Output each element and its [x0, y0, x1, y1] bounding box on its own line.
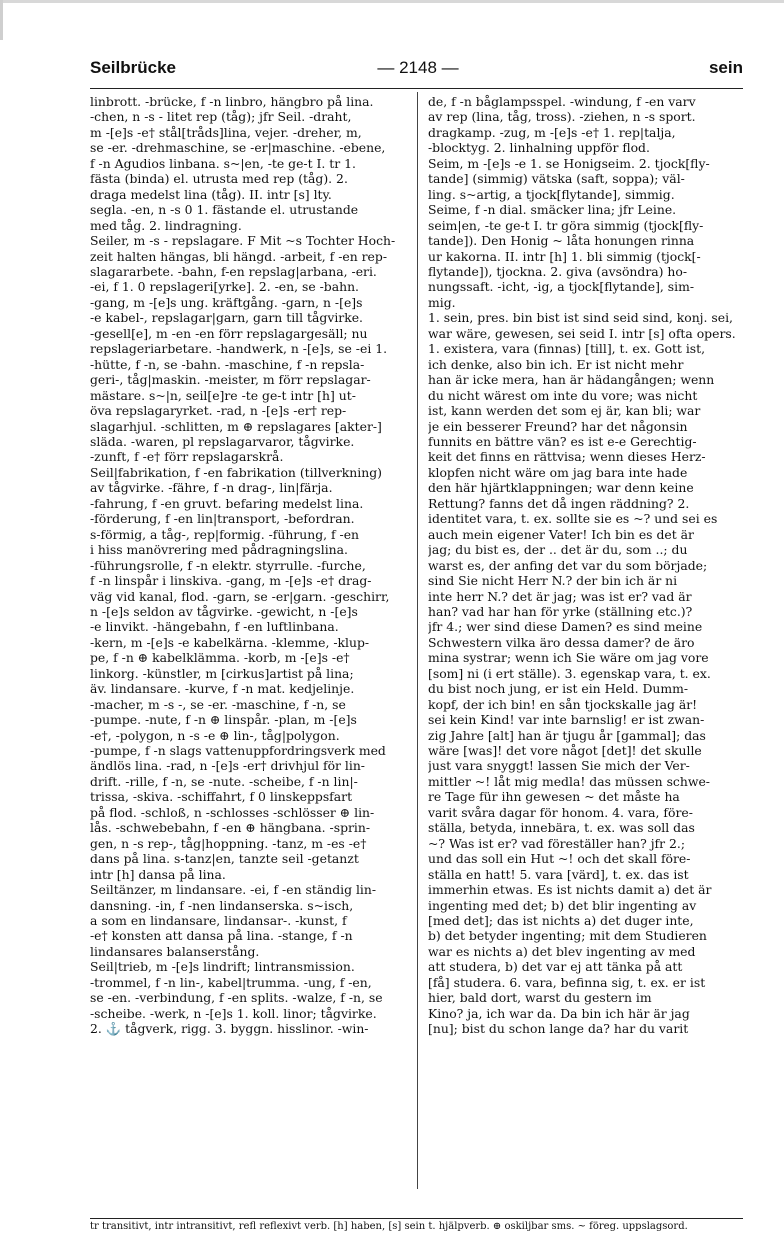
text-line: -e† konsten att dansa på lina. -stange, f -n: [90, 928, 353, 944]
text-line: ur kakorna. II. intr [h] 1. bli simmig (tjock[-: [428, 248, 701, 264]
page-header: [90, 58, 743, 88]
text-line: drift. -rille, f -n, se -nute. -scheibe, f -n lin|-: [90, 773, 358, 789]
text-line: mig.: [428, 294, 456, 310]
text-line: varit svåra dagar för honom. 4. vara, före-: [428, 804, 693, 820]
text-line: warst es, der anfing det var du som började;: [428, 557, 708, 573]
text-line: [få] studera. 6. vara, befinna sig, t. ex. er ist: [428, 974, 706, 990]
text-line: -kern, m -[e]s -e kabelkärna. -klemme, -klup-: [90, 634, 370, 650]
text-line: sei kein Kind! var inte barnslig! er ist zwan-: [428, 712, 705, 728]
text-line: slagarhjul. -schlitten, m ⊕ repslagares [akter-]: [90, 418, 382, 434]
text-line: a som en lindansare, lindansar-. -kunst, f: [90, 913, 347, 929]
text-line: segla. -en, n -s 0 1. fästande el. utrustande: [90, 202, 359, 218]
text-line: ändlös lina. -rad, n -[e]s -er† drivhjul för lin-: [90, 758, 365, 774]
right-column: [428, 94, 744, 1184]
text-line: repslageriarbetare. -handwerk, n -[e]s, se -ei 1.: [90, 341, 388, 357]
text-line: draga medelst lina (tåg). II. intr [s] lty.: [90, 186, 332, 202]
text-line: fästa (binda) el. utrusta med rep (tåg). 2.: [90, 171, 348, 187]
text-line: -zunft, f -e† förr repslagarskrå.: [90, 449, 284, 465]
text-line: ist, kann werden det som ej är, kan bli; war: [428, 403, 701, 419]
text-line: 1. existera, vara (finnas) [till], t. ex. Gott ist,: [428, 341, 706, 357]
text-line: han? vad har han för yrke (ställning etc.)?: [428, 603, 693, 619]
scan-edge-top: [0, 0, 784, 3]
text-line: -förderung, f -en lin|transport, -befordran.: [90, 511, 355, 527]
text-line: [med det]; das ist nichts a) det duger inte,: [428, 913, 694, 929]
text-line: Schwestern vilka äro dessa damer? de äro: [428, 634, 695, 650]
text-line: auch mein eigener Vater! Ich bin es det är: [428, 526, 694, 542]
text-line: -e kabel-, repslagar|garn, garn till tågvirke.: [90, 310, 363, 326]
text-line: Seim, m -[e]s -e 1. se Honigseim. 2. tjock[fly-: [428, 155, 710, 171]
text-line: tande] (simmig) vätska (saft, soppa); väl-: [428, 171, 685, 187]
text-line: trissa, -skiva. -schiffahrt, f 0 linskeppsfart: [90, 789, 353, 805]
text-line: i hiss manövrering med pådragningslina.: [90, 542, 348, 558]
text-line: -blocktyg. 2. linhalning uppför flod.: [428, 140, 650, 156]
text-line: på flod. -schloß, n -schlosses -schlösser ⊕ lin-: [90, 804, 375, 820]
text-line: zig Jahre [alt] han är tjugu år [gammal]; das: [428, 727, 706, 743]
text-line: [som] ni (i ert ställe). 3. egenskap vara, t. ex.: [428, 665, 711, 681]
text-line: -pumpe, f -n slags vattenuppfordringsverk med: [90, 743, 386, 759]
text-line: av tågvirke. -fähre, f -n drag-, lin|färja.: [90, 480, 333, 496]
text-line: jag; du bist es, der .. det är du, som ..; du: [428, 542, 688, 558]
text-line: släda. -waren, pl repslagarvaror, tågvirke.: [90, 433, 355, 449]
left-column: [90, 94, 408, 1184]
text-line: tande]). Den Honig ~ låta honungen rinna: [428, 233, 695, 249]
text-line: intr [h] dansa på lina.: [90, 866, 226, 882]
text-line: ich denke, also bin ich. Er ist nicht mehr: [428, 356, 684, 372]
text-line: -ei, f 1. 0 repslageri[yrke]. 2. -en, se -bahn.: [90, 279, 359, 295]
text-line: Seiltänzer, m lindansare. -ei, f -en ständig lin-: [90, 882, 377, 898]
text-line: dragkamp. -zug, m -[e]s -e† 1. rep|talja,: [428, 124, 676, 140]
text-line: slagararbete. -bahn, f-en repslag|arbana, -eri.: [90, 263, 377, 279]
text-line: dans på lina. s-tanz|en, tanzte seil -getanzt: [90, 851, 359, 867]
text-line: Seil|trieb, m -[e]s lindrift; lintransmission.: [90, 959, 355, 975]
text-line: ingenting med det; b) det blir ingenting av: [428, 897, 697, 913]
scan-edge-left: [0, 0, 3, 40]
text-line: immerhin etwas. Es ist nichts damit a) det är: [428, 882, 712, 898]
text-line: flytande]), tjockna. 2. giva (avsöndra) ho-: [428, 263, 688, 279]
text-line: han är icke mera, han är hädangången; wenn: [428, 372, 715, 388]
text-line: Seil|fabrikation, f -en fabrikation (tillverkning): [90, 464, 382, 480]
text-line: -pumpe. -nute, f -n ⊕ linspår. -plan, m -[e]s: [90, 712, 357, 728]
text-line: keit det finns en rättvisa; wenn dieses Herz-: [428, 449, 706, 465]
text-line: -trommel, f -n lin-, kabel|trumma. -ung, f -en,: [90, 974, 372, 990]
text-line: identitet vara, t. ex. sollte sie es ~? und sei es: [428, 511, 718, 527]
text-line: lås. -schwebebahn, f -en ⊕ hängbana. -sprin-: [90, 820, 371, 836]
abbreviation-legend: tr transitivt, intr intransitivt, refl reflexivt verb. [h] haben, [s] sein t. hjälpverb. ⊕ oskiljbar sms. ~ föreg. uppslagsord.: [90, 1221, 688, 1232]
header-rule: [90, 88, 743, 89]
text-line: mästare. s~|n, seil[e]re -te ge-t intr [h] ut-: [90, 387, 356, 403]
text-line: Rettung? fanns det då ingen räddning? 2.: [428, 495, 690, 511]
text-line: ling. s~artig, a tjock[flytande], simmig.: [428, 186, 675, 202]
text-line: med tåg. 2. lindragning.: [90, 217, 242, 233]
text-line: linkorg. -künstler, m [cirkus]artist på lina;: [90, 665, 354, 681]
text-line: geri-, tåg|maskin. -meister, m förr repslagar-: [90, 372, 371, 388]
text-line: und das soll ein Hut ~! och det skall före-: [428, 851, 691, 867]
text-line: linbrott. -brücke, f -n linbro, hängbro på lina.: [90, 94, 374, 109]
text-line: öva repslagaryrket. -rad, n -[e]s -er† rep-: [90, 403, 347, 419]
text-line: se -en. -verbindung, f -en splits. -walze, f -n, se: [90, 990, 383, 1006]
text-line: jfr 4.; wer sind diese Damen? es sind meine: [428, 619, 703, 635]
text-line: -scheibe. -werk, n -[e]s 1. koll. linor; tågvirke.: [90, 1005, 377, 1021]
text-line: ställa en hatt! 5. vara [värd], t. ex. das ist: [428, 866, 689, 882]
text-line: s-förmig, a tåg-, rep|formig. -führung, f -en: [90, 526, 360, 542]
text-line: just vara snyggt! lassen Sie mich der Ver-: [428, 758, 690, 774]
text-line: -hütte, f -n, se -bahn. -maschine, f -n repsla-: [90, 356, 365, 372]
text-line: funnits en bättre vän? es ist e-e Gerechtig-: [428, 433, 697, 449]
text-line: 1. sein, pres. bin bist ist sind seid sind, konj. sei,: [428, 310, 733, 326]
text-line: n -[e]s seldon av tågvirke. -gewicht, n -[e]s: [90, 603, 358, 619]
text-line: [nu]; bist du schon lange da? har du varit: [428, 1021, 689, 1037]
text-line: wäre [was]! det vore något [det]! det skulle: [428, 743, 702, 759]
text-line: kopf, der ich bin! en sån tjockskalle jag är!: [428, 696, 698, 712]
text-line: seim|en, -te ge-t I. tr göra simmig (tjock[fly-: [428, 217, 704, 233]
text-line: Seime, f -n dial. smäcker lina; jfr Leine.: [428, 202, 677, 218]
text-line: -fahrung, f -en gruvt. befaring medelst lina.: [90, 495, 364, 511]
text-line: -e†, -polygon, n -s -e ⊕ lin-, tåg|polygon.: [90, 727, 340, 743]
text-line: den här hjärtklappningen; war denn keine: [428, 480, 694, 496]
text-line: gen, n -s rep-, tåg|hoppning. -tanz, m -es -e†: [90, 835, 367, 851]
text-line: ställa, betyda, innebära, t. ex. was soll das: [428, 820, 695, 836]
text-line: 2. ⚓ tågverk, rigg. 3. byggn. hisslinor. -win-: [90, 1021, 369, 1037]
text-line: nungssaft. -icht, -ig, a tjock[flytande], sim-: [428, 279, 695, 295]
text-line: war es nichts a) det blev ingenting av med: [428, 943, 696, 959]
text-line: -e linvikt. -hängebahn, f -en luftlinbana.: [90, 619, 339, 635]
text-line: -chen, n -s - litet rep (tåg); jfr Seil. -draht,: [90, 109, 352, 125]
footer-rule: [90, 1218, 743, 1219]
text-line: de, f -n båglampsspel. -windung, f -en varv: [428, 94, 696, 109]
column-divider: [417, 92, 418, 1189]
text-line: Seiler, m -s - repslagare. F Mit ~s Tochter Hoch-: [90, 233, 396, 249]
text-line: lindansares balanserstång.: [90, 943, 260, 959]
text-line: äv. lindansare. -kurve, f -n mat. kedjelinje.: [90, 681, 355, 697]
text-line: -gang, m -[e]s ung. kräftgång. -garn, n -[e]s: [90, 294, 363, 310]
text-line: m -[e]s -e† stål[tråds]lina, vejer. -dreher, m,: [90, 124, 362, 140]
text-line: av rep (lina, tåg, tross). -ziehen, n -s sport.: [428, 109, 696, 125]
text-line: dansning. -in, f -nen lindanserska. s~isch,: [90, 897, 354, 913]
text-line: -macher, m -s -, se -er. -maschine, f -n, se: [90, 696, 346, 712]
text-line: re Tage für ihn gewesen ~ det måste ha: [428, 789, 680, 805]
text-line: klopfen nicht wäre om jag bara inte hade: [428, 464, 688, 480]
text-line: du bist noch jung, er ist ein Held. Dumm-: [428, 681, 689, 697]
text-line: mittler ~! låt mig medla! das müssen schwe-: [428, 773, 710, 789]
text-line: zeit halten hängas, bli hängd. -arbeit, f -en rep-: [90, 248, 388, 264]
text-line: -gesell[e], m -en -en förr repslagargesäll; nu: [90, 325, 368, 341]
page-number: — 2148 —: [377, 58, 459, 77]
text-line: war wäre, gewesen, sei seid I. intr [s] ofta opers.: [428, 325, 736, 341]
header-left-guide-word: Seilbrücke: [90, 58, 176, 77]
text-line: hier, bald dort, warst du gestern im: [428, 990, 652, 1006]
text-line: pe, f -n ⊕ kabelklämma. -korb, m -[e]s -e†: [90, 650, 350, 666]
text-line: Kino? ja, ich war da. Da bin ich här är jag: [428, 1005, 690, 1021]
text-line: b) det betyder ingenting; mit dem Studieren: [428, 928, 707, 944]
text-line: att studera, b) det var ej att tänka på att: [428, 959, 683, 975]
text-line: je ein besserer Freund? har det någonsin: [428, 418, 688, 434]
text-line: du nicht wärest om inte du vore; was nicht: [428, 387, 698, 403]
text-line: mina systrar; wenn ich Sie wäre om jag vore: [428, 650, 709, 666]
header-right-guide-word: sein: [708, 58, 743, 77]
text-line: f -n Agudios linbana. s~|en, -te ge-t I. tr 1.: [90, 155, 356, 171]
text-line: se -er. -drehmaschine, se -er|maschine. -ebene,: [90, 140, 386, 156]
text-line: sind Sie nicht Herr N.? der bin ich är ni: [428, 573, 678, 589]
text-line: inte herr N.? det är jag; was ist er? vad är: [428, 588, 692, 604]
text-line: ~? Was ist er? vad föreställer han? jfr 2.;: [428, 835, 686, 851]
text-line: väg vid kanal, flod. -garn, se -er|garn. -geschirr,: [90, 588, 390, 604]
text-line: f -n linspår i linskiva. -gang, m -[e]s -e† drag-: [90, 573, 372, 589]
text-line: -führungsrolle, f -n elektr. styrrulle. -furche,: [90, 557, 366, 573]
